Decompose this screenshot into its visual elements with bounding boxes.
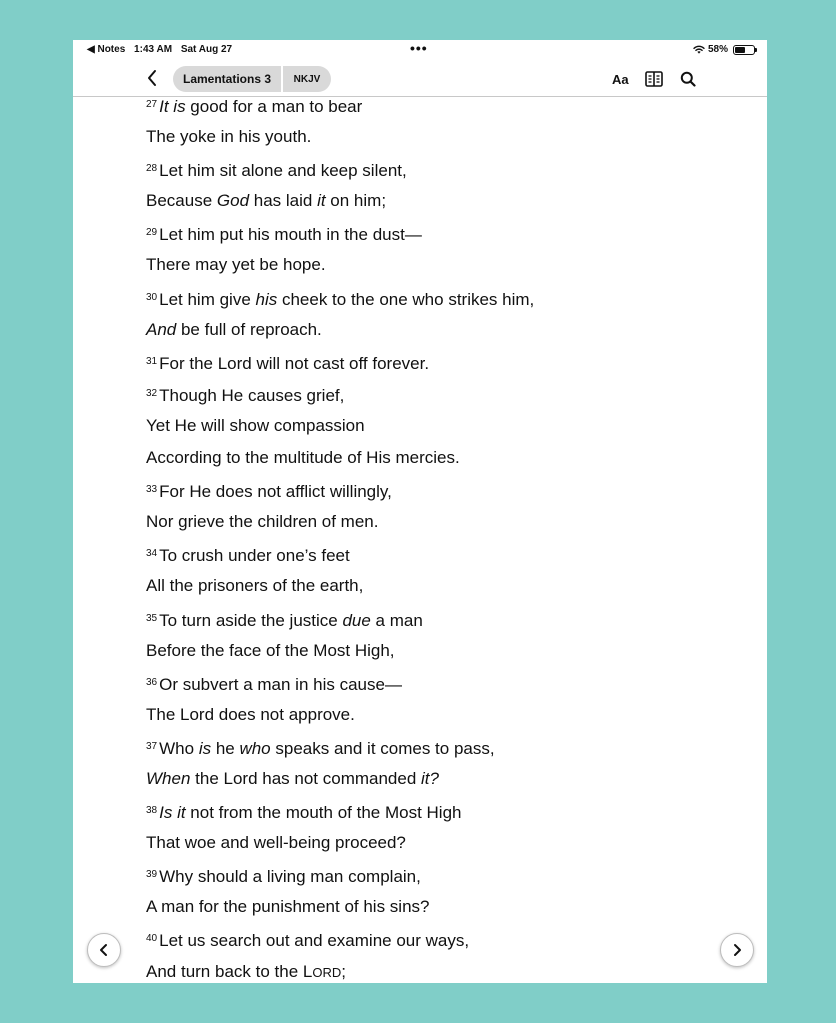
verse-number: 35: [146, 612, 158, 624]
verse-text: According to the multitude of His mercies.: [146, 448, 460, 468]
verse-text: To crush under one’s feet: [159, 546, 350, 566]
wifi-icon: [693, 45, 705, 54]
verse-text: cheek to the one who strikes him,: [277, 289, 535, 309]
verse-line[interactable]: [146, 574, 534, 606]
verse-text: the Lord has not commanded: [190, 768, 422, 788]
verse-text: due: [342, 610, 371, 630]
verse-line[interactable]: [146, 607, 534, 639]
verse-line[interactable]: [146, 97, 534, 125]
verse-text: Though He causes grief,: [159, 385, 345, 405]
verse-text: it: [317, 191, 326, 211]
verse-text: Before the face of the Most High,: [146, 640, 395, 660]
verse-text: Let him sit alone and keep silent,: [159, 161, 407, 181]
verse-line[interactable]: [146, 831, 534, 863]
verse-number: 39: [146, 869, 158, 881]
chapter-button[interactable]: Lamentations 3: [173, 66, 283, 92]
verse-text: Who: [159, 738, 199, 758]
verse-text: And: [146, 319, 177, 339]
verse-text: There may yet be hope.: [146, 255, 326, 275]
verse-text: Or subvert a man in his cause—: [159, 674, 402, 694]
verse-number: 31: [146, 355, 158, 367]
app-screen: [73, 40, 767, 983]
verse-number: 34: [146, 548, 158, 560]
verse-line[interactable]: [146, 639, 534, 671]
verse-text: Let him give: [159, 289, 256, 309]
font-settings-button[interactable]: Aa: [612, 72, 629, 87]
battery-percent: 58%: [707, 44, 728, 55]
book-selector: [173, 66, 331, 92]
verse-text: A man for the punishment of his sins?: [146, 897, 430, 917]
verse-line[interactable]: [146, 414, 534, 446]
previous-page-button[interactable]: [87, 933, 121, 967]
verse-line[interactable]: [146, 863, 534, 895]
battery-level: [735, 47, 745, 53]
verse-number: 29: [146, 227, 158, 239]
verse-number: 40: [146, 933, 158, 945]
verse-number: 30: [146, 291, 158, 303]
verse-text: The yoke in his youth.: [146, 127, 312, 147]
navigation-bar: [73, 60, 767, 97]
verse-number: 32: [146, 387, 158, 399]
verse-line[interactable]: [146, 735, 534, 767]
verse-text: ORD: [312, 964, 342, 980]
verse-line[interactable]: [146, 510, 534, 542]
battery-icon: [733, 45, 755, 55]
verse-line[interactable]: [146, 767, 534, 799]
verse-text: on him;: [325, 191, 387, 211]
verse-text: a man: [370, 610, 423, 630]
verse-text: be full of reproach.: [176, 319, 322, 339]
verse-number: 33: [146, 484, 158, 496]
verse-text: Because: [146, 191, 217, 211]
verse-text: his: [255, 289, 278, 309]
verse-line[interactable]: [146, 542, 534, 574]
verse-line[interactable]: [146, 350, 534, 382]
chevron-right-icon: [731, 943, 743, 957]
verse-line[interactable]: [146, 927, 534, 959]
verse-line[interactable]: [146, 125, 534, 157]
verse-text: All the prisoners of the earth,: [146, 576, 364, 596]
verse-line[interactable]: [146, 157, 534, 189]
verse-line[interactable]: [146, 189, 534, 221]
verse-text: Is it: [159, 803, 186, 823]
verse-text: ;: [341, 961, 346, 981]
verse-text: it?: [421, 768, 439, 788]
verse-text: speaks and it comes to pass,: [270, 738, 495, 758]
status-date: Sat Aug 27: [180, 44, 233, 55]
verse-line[interactable]: [146, 703, 534, 735]
verse-text: And turn back to the L: [146, 961, 313, 981]
verse-text: Why should a living man complain,: [159, 867, 421, 887]
verse-line[interactable]: [146, 446, 534, 478]
verse-line[interactable]: [146, 253, 534, 285]
verse-text: Nor grieve the children of men.: [146, 512, 379, 532]
verse-line[interactable]: [146, 478, 534, 510]
verse-text: That woe and well-being proceed?: [146, 833, 406, 853]
chevron-left-icon: [98, 943, 110, 957]
verse-line[interactable]: [146, 671, 534, 703]
parallel-bible-icon[interactable]: [645, 71, 663, 87]
verse-text: not from the mouth of the Most High: [185, 803, 462, 823]
verse-number: 37: [146, 740, 158, 752]
verse-text: has laid: [249, 191, 318, 211]
verse-text: Let us search out and examine our ways,: [159, 931, 470, 951]
status-right: [693, 44, 755, 55]
verse-text: The Lord does not approve.: [146, 704, 355, 724]
verse-line[interactable]: [146, 895, 534, 927]
status-bar: [73, 40, 767, 60]
verse-lines: [146, 97, 534, 983]
search-icon[interactable]: [680, 71, 696, 87]
verse-line[interactable]: [146, 318, 534, 350]
verse-text: For He does not afflict willingly,: [159, 482, 392, 502]
verse-number: 28: [146, 163, 158, 175]
status-left: [87, 44, 238, 55]
next-page-button[interactable]: [720, 933, 754, 967]
verse-line[interactable]: [146, 382, 534, 414]
verse-line[interactable]: [146, 286, 534, 318]
verse-line[interactable]: [146, 799, 534, 831]
verse-number: 38: [146, 805, 158, 817]
verse-number: 27: [146, 99, 158, 110]
version-button[interactable]: NKJV: [293, 73, 321, 85]
scripture-reader[interactable]: [73, 97, 767, 983]
verse-number: 36: [146, 676, 158, 688]
verse-text: It is: [159, 97, 186, 116]
verse-text: Let him put his mouth in the dust—: [159, 225, 422, 245]
chevron-left-icon[interactable]: [146, 69, 158, 87]
verse-text: To turn aside the justice: [159, 610, 343, 630]
verse-text: he: [211, 738, 240, 758]
verse-text: God: [216, 191, 250, 211]
verse-text: is: [198, 738, 212, 758]
verse-text: good for a man to bear: [185, 97, 363, 116]
verse-text: Yet He will show compassion: [146, 415, 365, 435]
verse-line[interactable]: [146, 221, 534, 253]
verse-text: For the Lord will not cast off forever.: [159, 353, 430, 373]
status-time: 1:43 AM: [134, 44, 173, 55]
back-to-app-link[interactable]: ◀ Notes: [87, 44, 126, 55]
verse-text: When: [146, 768, 191, 788]
multitasking-dots[interactable]: •••: [410, 40, 428, 56]
verse-text: who: [239, 738, 271, 758]
verse-line[interactable]: [146, 960, 534, 983]
